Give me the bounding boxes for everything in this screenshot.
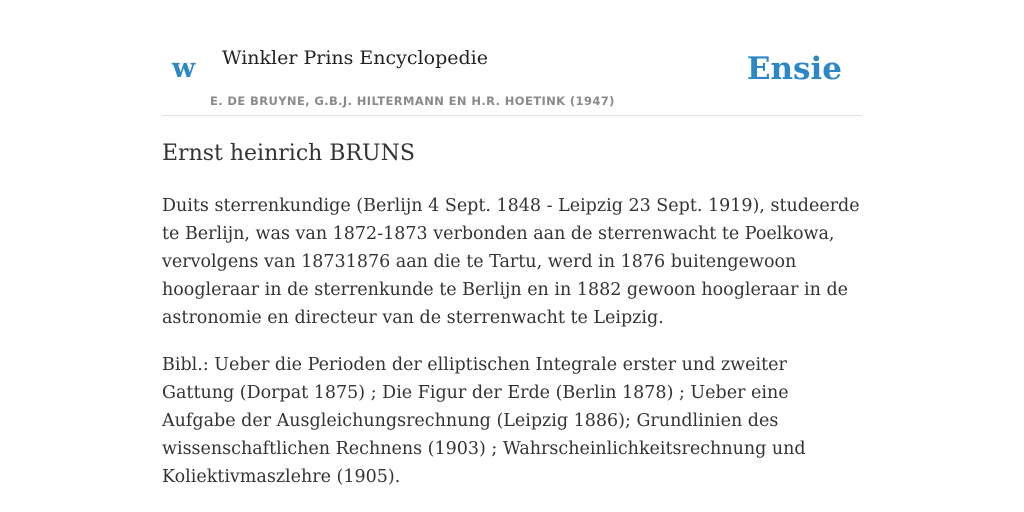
entry-paragraph-description: Duits sterrenkundige (Berlijn 4 Sept. 1848 - Leipzig 23 Sept. 1919), studeerde te Berlijn, was van 1872-1873 verbonden aan de sterrenwacht te Poelkowa, vervolgens van 18731876 aan die te Tartu, werd in 1876 buitengewoon hoogleraar in de sterrenkunde te Berlijn en in 1882 gewoon hoogleraar in de astronomie en directeur van de sterrenwacht te Leipzig. xyxy=(162,196,860,328)
header xyxy=(162,0,862,116)
book-logo-icon: w xyxy=(172,53,196,84)
book-authors: E. DE BRUYNE, G.B.J. HILTERMANN EN H.R. HOETINK (1947) xyxy=(210,94,615,108)
book-title[interactable]: Winkler Prins Encyclopedie xyxy=(222,47,488,69)
entry-title: Ernst heinrich BRUNS xyxy=(162,141,415,166)
encyclopedia-card xyxy=(162,0,862,512)
entry-paragraph-bibliography: Bibl.: Ueber die Perioden der elliptischen Integrale erster und zweiter Gattung (Dorpat 1875) ; Die Figur der Erde (Berlin 1878) ; Ueber eine Aufgabe der Ausgleichungsrechnung (Leipzig 1886); Grundlinien des wissenschaftlichen Rechnens (1903) ; Wahrscheinlichkeitsrechnung und Koliektivmaszlehre (1905). xyxy=(162,355,806,487)
ensie-logo[interactable]: Ensie xyxy=(746,51,842,87)
